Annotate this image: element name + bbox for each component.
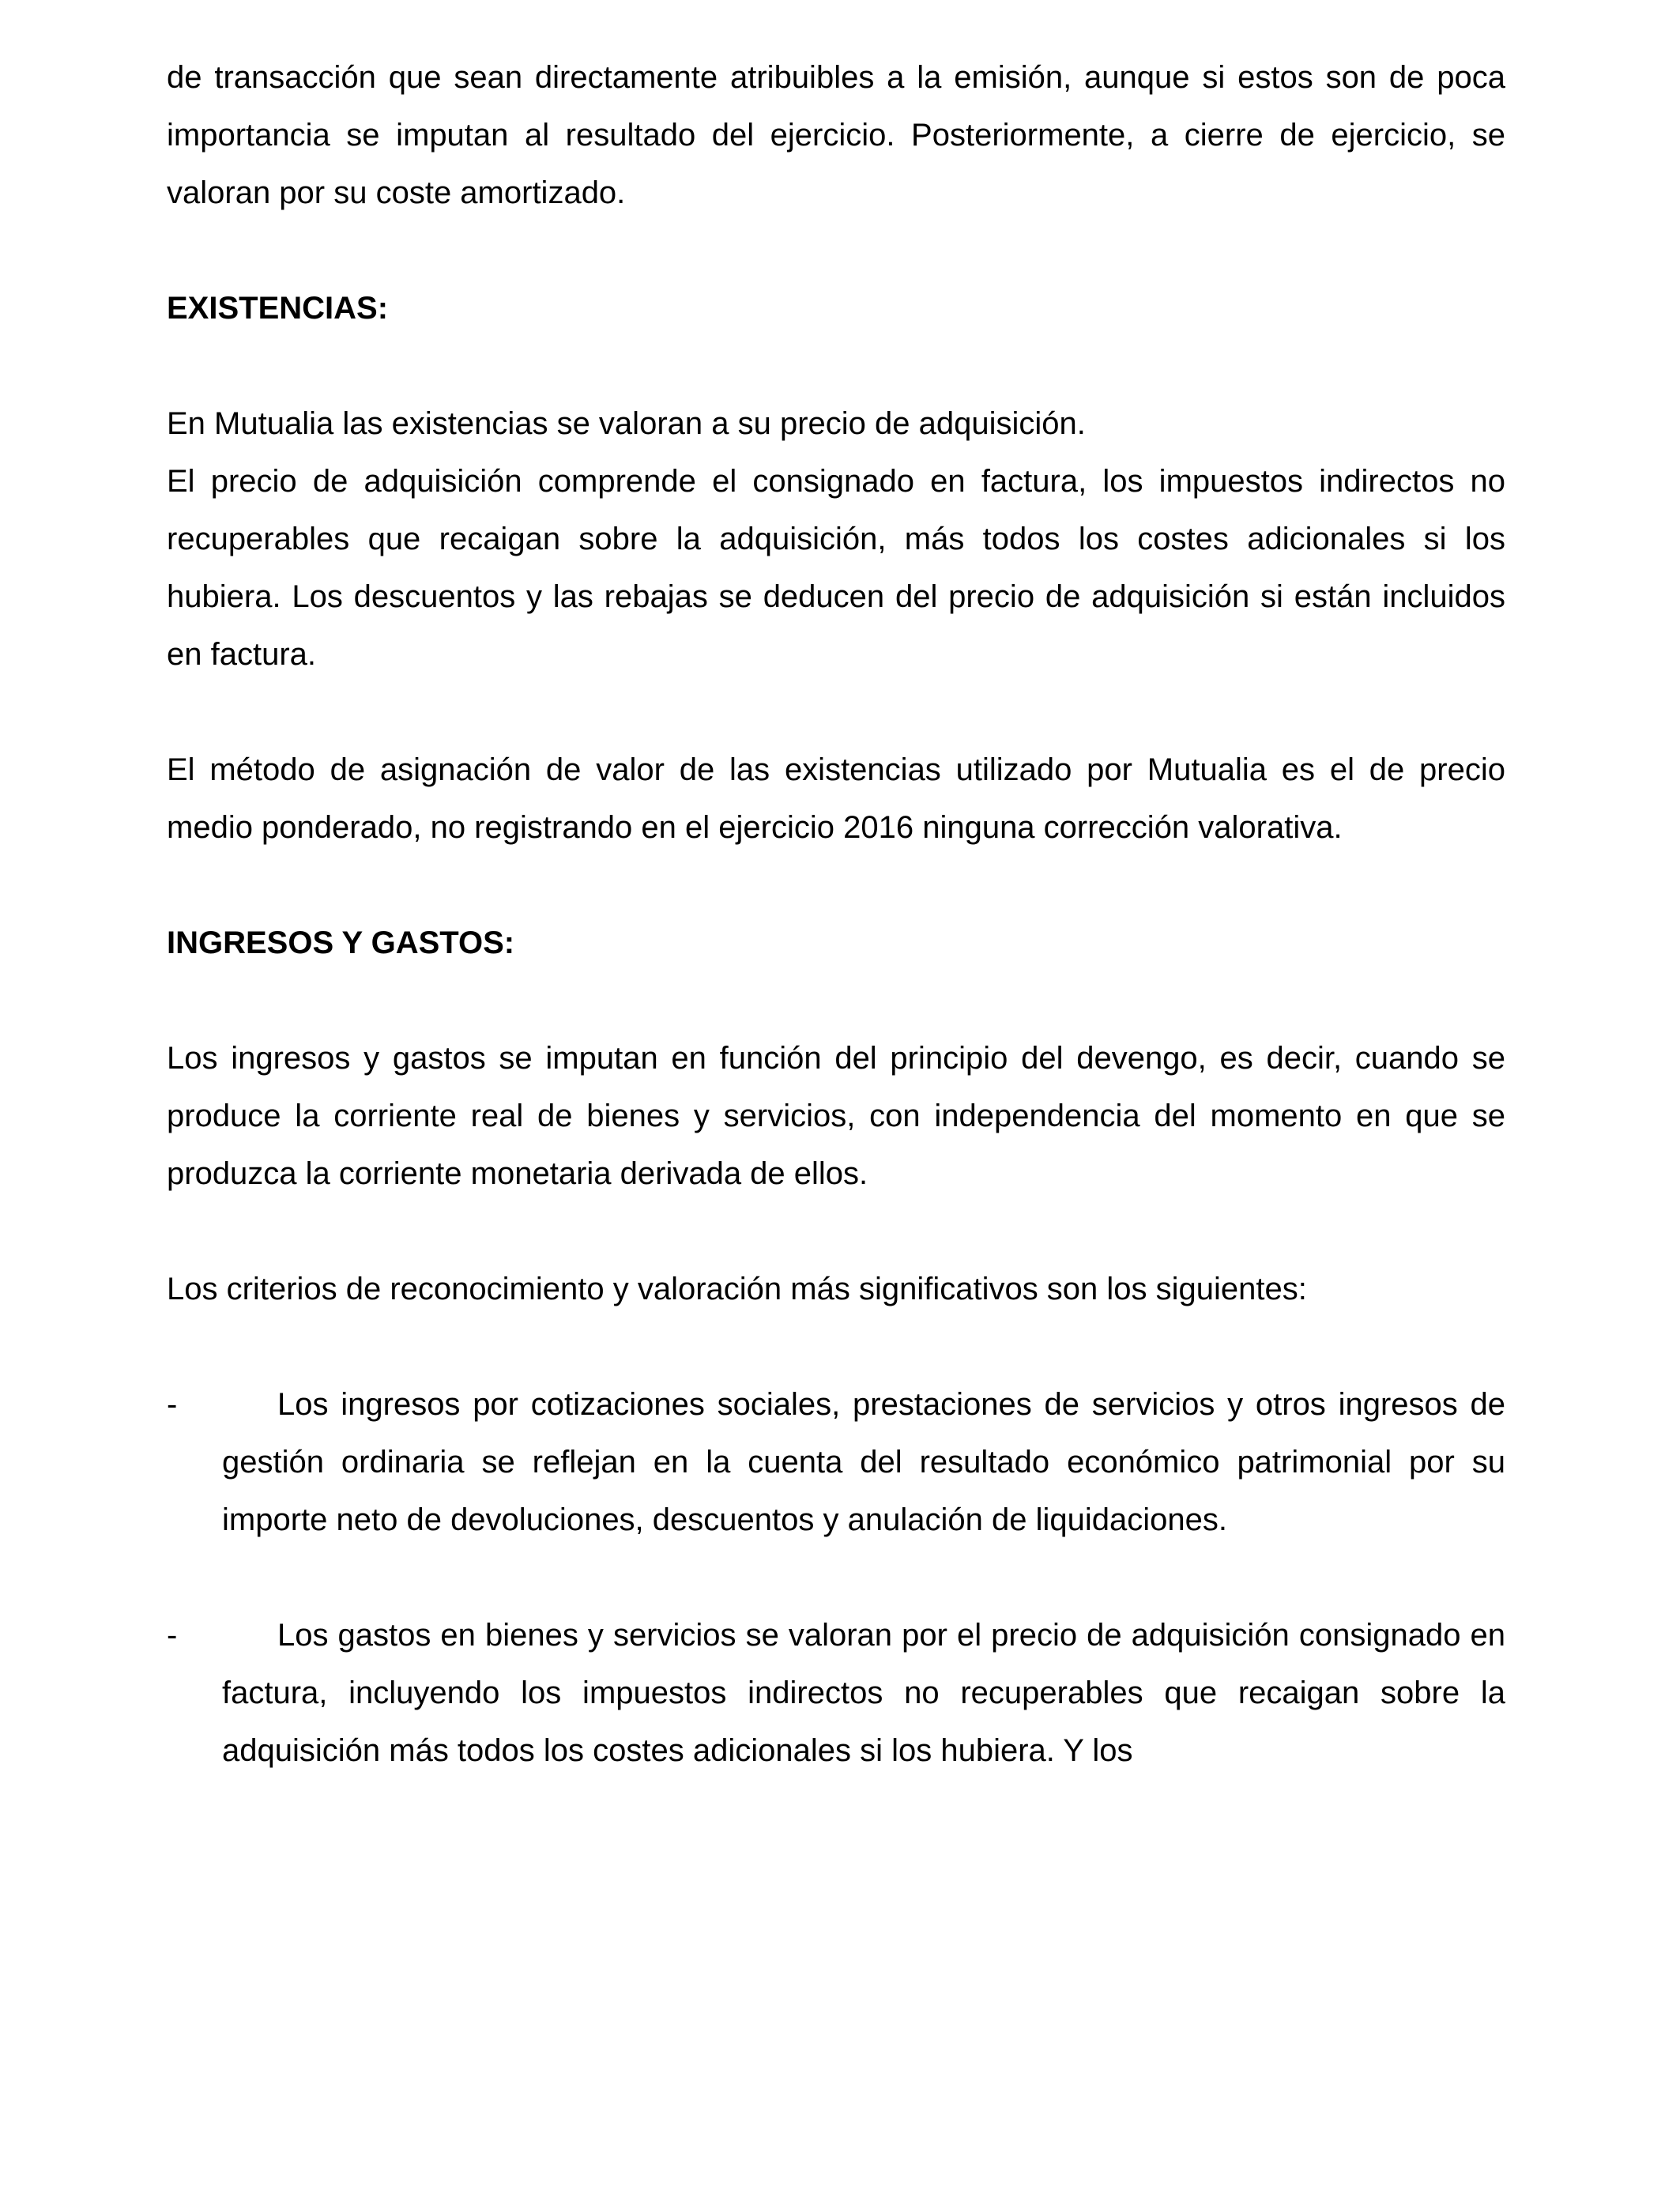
ingresos-gastos-paragraph-1: Los ingresos y gastos se imputan en función del principio del devengo, es decir, cuando se produce la corriente real de bienes y servicios, con independencia del momento en que se produzca la corriente monetaria derivada de ellos. xyxy=(167,1041,1505,1191)
section-heading-existencias: EXISTENCIAS: xyxy=(167,291,389,326)
spacer xyxy=(167,222,1505,280)
list-bullet: - xyxy=(167,1387,178,1422)
existencias-paragraph-3: El método de asignación de valor de las existencias utilizado por Mutualia es el de precio medio ponderado, no registrando en el ejercicio 2016 ninguna corrección valorativa. xyxy=(167,752,1505,845)
section-heading-ingresos-gastos: INGRESOS Y GASTOS: xyxy=(167,925,515,960)
spacer xyxy=(167,1549,1505,1607)
spacer xyxy=(167,972,1505,1030)
existencias-paragraph-2: El precio de adquisición comprende el consignado en factura, los impuestos indirectos no recuperables que recaigan sobre la adquisición, más todos los costes adicionales si los hubiera. Los descuentos y las rebajas se deducen del precio de adquisición si están incluidos en factura. xyxy=(167,464,1505,672)
spacer xyxy=(167,684,1505,741)
list-bullet: - xyxy=(167,1618,178,1653)
spacer xyxy=(167,1318,1505,1376)
spacer xyxy=(167,857,1505,914)
ingresos-gastos-paragraph-2: Los criterios de reconocimiento y valoración más significativos son los siguientes: xyxy=(167,1272,1307,1306)
list-item-text: Los ingresos por cotizaciones sociales, prestaciones de servicios y otros ingresos de gestión ordinaria se reflejan en la cuenta del resultado económico patrimonial por su importe neto de devoluciones, descuentos y anulación de liquidaciones. xyxy=(222,1387,1505,1537)
spacer xyxy=(167,337,1505,395)
list-item xyxy=(167,1607,1505,1780)
intro-paragraph: de transacción que sean directamente atribuibles a la emisión, aunque si estos son de poca importancia se imputan al resultado del ejercicio. Posteriormente, a cierre de ejercicio, se valoran por su coste amortizado. xyxy=(167,60,1505,210)
spacer xyxy=(167,1203,1505,1261)
list-item-text: Los gastos en bienes y servicios se valoran por el precio de adquisición consignado en factura, incluyendo los impuestos indirectos no recuperables que recaigan sobre la adquisición más todos los costes adicionales si los hubiera. Y los xyxy=(222,1618,1505,1768)
document-page xyxy=(167,49,1505,1780)
existencias-paragraph-1: En Mutualia las existencias se valoran a su precio de adquisición. xyxy=(167,406,1086,441)
list-item xyxy=(167,1376,1505,1549)
